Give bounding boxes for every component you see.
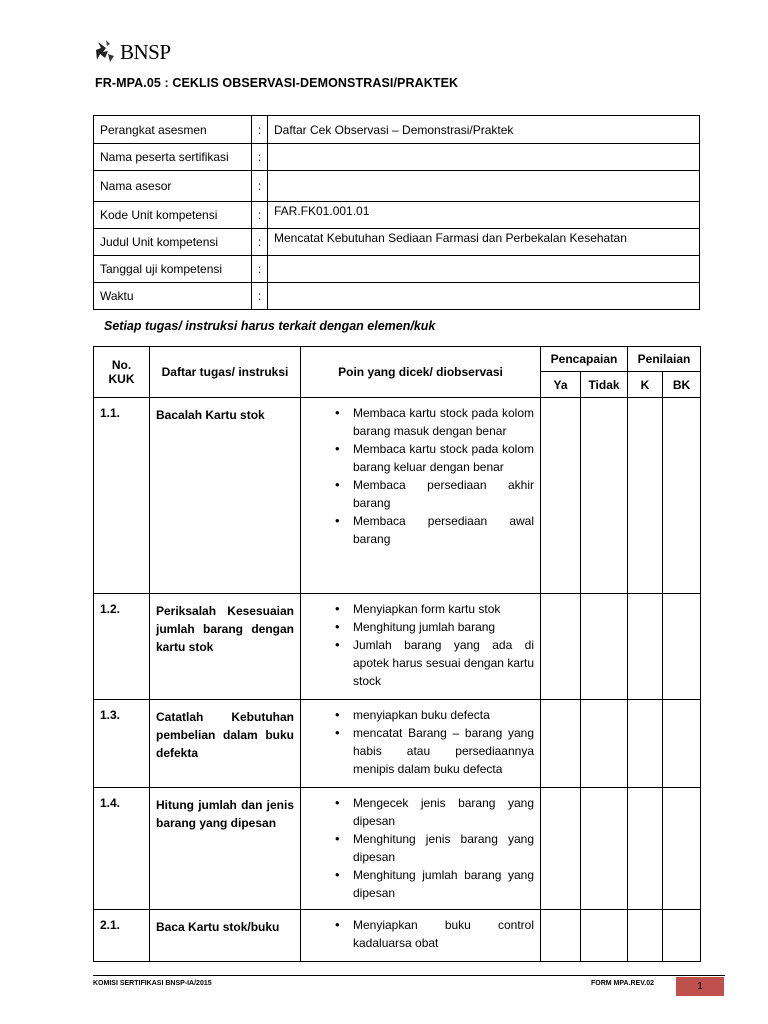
kuk-number: 1.1. [94,398,150,594]
point-item: • menyiapkan buku defecta [307,706,534,724]
table-row [94,398,701,594]
assessment-header: Penilaian [628,347,701,372]
k-header: K [628,372,663,398]
ya-checkbox-cell[interactable] [541,788,581,910]
achievement-header: Pencapaian [541,347,628,372]
kuk-number: 1.4. [94,788,150,910]
no-kuk-header-line2: KUK [108,372,135,386]
table-row [94,594,701,700]
footer-divider [93,975,725,976]
kuk-number: 2.1. [94,910,150,962]
bk-header: BK [663,372,701,398]
tidak-checkbox-cell[interactable] [581,594,628,700]
instruction-subtitle: Setiap tugas/ instruksi harus terkait dengan elemen/kuk [104,319,436,333]
points-list [307,404,534,548]
points-list [307,916,534,952]
point-item: • Mengecek jenis barang yang dipesan [307,794,534,830]
kuk-number: 1.3. [94,700,150,788]
info-row [94,283,700,310]
info-value[interactable] [268,171,700,202]
point-item: • Menghitung jenis barang yang dipesan [307,830,534,866]
info-label: Nama asesor [94,171,252,202]
kuk-number: 1.2. [94,594,150,700]
table-row [94,700,701,788]
point-item: • Membaca kartu stock pada kolom barang masuk dengan benar [307,404,534,440]
task-text: Bacalah Kartu stok [150,398,301,594]
tidak-checkbox-cell[interactable] [581,788,628,910]
page-number: 1 [676,977,724,996]
task-text: Hitung jumlah dan jenis barang yang dipesan [150,788,301,910]
bk-checkbox-cell[interactable] [663,700,701,788]
info-colon: : [252,283,268,310]
info-label: Waktu [94,283,252,310]
info-value[interactable]: Daftar Cek Observasi – Demonstrasi/Praktek [268,116,700,144]
tidak-checkbox-cell[interactable] [581,398,628,594]
info-value[interactable] [268,144,700,171]
info-table [93,115,700,310]
info-row [94,144,700,171]
page-title: FR-MPA.05 : CEKLIS OBSERVASI-DEMONSTRASI/PRAKTEK [95,76,459,90]
info-label: Kode Unit kompetensi [94,202,252,229]
logo-text: BNSP [120,39,171,64]
k-checkbox-cell[interactable] [628,398,663,594]
table-row [94,910,701,962]
bk-checkbox-cell[interactable] [663,398,701,594]
points-list [307,600,534,690]
header-row [94,347,701,372]
info-value[interactable] [268,283,700,310]
tasks-header: Daftar tugas/ instruksi [150,347,301,398]
table-row [94,788,701,910]
bk-checkbox-cell[interactable] [663,910,701,962]
points-cell [301,788,541,910]
ya-checkbox-cell[interactable] [541,700,581,788]
info-colon: : [252,256,268,283]
info-value[interactable]: FAR.FK01.001.01 [268,202,700,229]
point-item: • Menghitung jumlah barang yang dipesan [307,866,534,902]
footer-form-code: FORM MPA.REV.02 [591,980,655,987]
points-header: Poin yang dicek/ diobservasi [301,347,541,398]
k-checkbox-cell[interactable] [628,700,663,788]
point-item: • Menyiapkan buku control kadaluarsa obat [307,916,534,952]
no-kuk-header-line1: No. [111,358,132,372]
info-label: Nama peserta sertifikasi [94,144,252,171]
info-colon: : [252,144,268,171]
task-text: Catatlah Kebutuhan pembelian dalam buku defekta [150,700,301,788]
point-item: • Menyiapkan form kartu stok [307,600,534,618]
info-value[interactable] [268,256,700,283]
bnsp-emblem-icon [94,38,118,66]
points-cell [301,700,541,788]
info-row [94,229,700,256]
points-list [307,706,534,778]
tidak-checkbox-cell[interactable] [581,700,628,788]
ya-checkbox-cell[interactable] [541,910,581,962]
ya-header: Ya [541,372,581,398]
k-checkbox-cell[interactable] [628,594,663,700]
point-item: • mencatat Barang – barang yang habis atau persediaannya menipis dalam buku defecta [307,724,534,778]
info-label: Judul Unit kompetensi [94,229,252,256]
info-colon: : [252,229,268,256]
tidak-header: Tidak [581,372,628,398]
points-cell [301,398,541,594]
tidak-checkbox-cell[interactable] [581,910,628,962]
point-item: • Membaca persediaan akhir barang [307,476,534,512]
bnsp-logo [94,36,171,68]
bk-checkbox-cell[interactable] [663,788,701,910]
info-colon: : [252,171,268,202]
point-item: • Menghitung jumlah barang [307,618,534,636]
bk-checkbox-cell[interactable] [663,594,701,700]
info-row [94,171,700,202]
ya-checkbox-cell[interactable] [541,398,581,594]
info-colon: : [252,202,268,229]
info-row [94,116,700,144]
info-label: Perangkat asesmen [94,116,252,144]
info-label: Tanggal uji kompetensi [94,256,252,283]
task-text: Baca Kartu stok/buku [150,910,301,962]
info-row [94,202,700,229]
point-item: • Membaca kartu stock pada kolom barang keluar dengan benar [307,440,534,476]
points-list [307,794,534,902]
points-cell [301,594,541,700]
footer-left-text: KOMISI SERTIFIKASI BNSP-IA/2015 [93,980,212,987]
k-checkbox-cell[interactable] [628,910,663,962]
k-checkbox-cell[interactable] [628,788,663,910]
no-kuk-header [94,347,150,398]
info-row [94,256,700,283]
point-item: • Membaca persediaan awal barang [307,512,534,548]
task-text: Periksalah Kesesuaian jumlah barang dengan kartu stok [150,594,301,700]
point-item: • Jumlah barang yang ada di apotek harus sesuai dengan kartu stock [307,636,534,690]
points-cell [301,910,541,962]
info-value[interactable]: Mencatat Kebutuhan Sediaan Farmasi dan Perbekalan Kesehatan [268,229,700,256]
observation-table [93,346,701,962]
ya-checkbox-cell[interactable] [541,594,581,700]
info-colon: : [252,116,268,144]
